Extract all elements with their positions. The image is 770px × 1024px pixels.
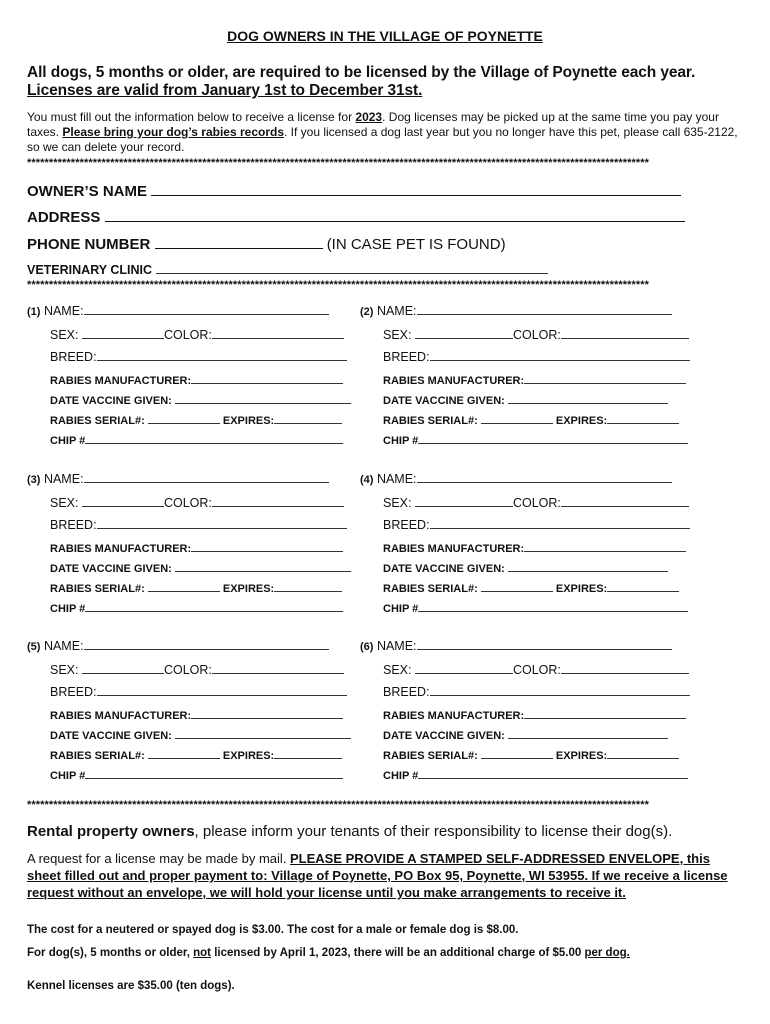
- vaccine-date-row: [50, 560, 351, 575]
- phone-row: [27, 236, 506, 253]
- rabies-manufacturer-field[interactable]: [191, 707, 343, 719]
- phone-note: (IN CASE PET IS FOUND): [326, 236, 506, 253]
- vaccine-date-field[interactable]: [508, 392, 668, 404]
- vaccine-date-field[interactable]: [508, 560, 668, 572]
- color-label: COLOR:: [163, 328, 212, 342]
- chip-row: [50, 767, 343, 782]
- color-label: COLOR:: [163, 663, 212, 677]
- vaccine-date-field[interactable]: [175, 392, 351, 404]
- vaccine-date-label: DATE VACCINE GIVEN:: [383, 730, 505, 742]
- breed-field[interactable]: [430, 349, 690, 361]
- instructions-paragraph: [27, 110, 742, 155]
- expires-label: EXPIRES:: [222, 583, 275, 595]
- dog-name-row: [27, 303, 329, 318]
- dog-name-field[interactable]: [84, 303, 329, 315]
- rabies-serial-field[interactable]: [481, 747, 553, 759]
- breed-field[interactable]: [430, 684, 690, 696]
- address-label: ADDRESS: [27, 209, 101, 226]
- sex-label: SEX:: [50, 328, 79, 342]
- expires-field[interactable]: [607, 412, 679, 424]
- sex-color-row: [383, 327, 689, 342]
- color-field[interactable]: [561, 495, 689, 507]
- breed-field[interactable]: [430, 517, 690, 529]
- rabies-serial-row: [383, 580, 679, 595]
- dog-name-field[interactable]: [84, 471, 329, 483]
- rabies-serial-label: RABIES SERIAL#:: [50, 415, 145, 427]
- separator: **********************************************************************************************************************************************: [27, 279, 650, 291]
- vaccine-date-field[interactable]: [508, 727, 668, 739]
- late-fee-text: For dog(s), 5 months or older,: [27, 947, 194, 959]
- rabies-serial-field[interactable]: [148, 747, 220, 759]
- breed-field[interactable]: [97, 349, 347, 361]
- chip-field[interactable]: [85, 767, 343, 779]
- breed-row: [383, 684, 690, 699]
- chip-row: [383, 767, 688, 782]
- separator: **********************************************************************************************************************************************: [27, 157, 650, 169]
- breed-row: [383, 517, 690, 532]
- vaccine-date-row: [50, 392, 351, 407]
- mail-instructions: [27, 850, 742, 901]
- dog-name-row: [27, 638, 329, 653]
- color-field[interactable]: [212, 662, 344, 674]
- owner-name-field[interactable]: [151, 183, 681, 196]
- chip-field[interactable]: [418, 600, 688, 612]
- rabies-manufacturer-row: [50, 372, 343, 387]
- color-label: COLOR:: [163, 496, 212, 510]
- vaccine-date-label: DATE VACCINE GIVEN:: [383, 563, 505, 575]
- sex-color-row: [383, 662, 689, 677]
- dog-name-field[interactable]: [417, 471, 672, 483]
- rental-notice-heading: Rental property owners: [27, 823, 195, 840]
- expires-field[interactable]: [607, 580, 679, 592]
- chip-row: [50, 432, 343, 447]
- rabies-serial-field[interactable]: [481, 412, 553, 424]
- rabies-serial-row: [50, 747, 342, 762]
- expires-label: EXPIRES:: [555, 750, 608, 762]
- address-field[interactable]: [105, 209, 685, 222]
- expires-label: EXPIRES:: [555, 583, 608, 595]
- form-title: DOG OWNERS IN THE VILLAGE OF POYNETTE: [227, 28, 543, 44]
- vaccine-date-label: DATE VACCINE GIVEN:: [50, 563, 172, 575]
- validity-statement: Licenses are valid from January 1st to December 31st.: [27, 82, 423, 99]
- chip-row: [383, 600, 688, 615]
- late-fee-per-dog: per dog.: [584, 947, 630, 959]
- sex-field[interactable]: [82, 495, 164, 507]
- rental-notice: [27, 823, 672, 840]
- rabies-manufacturer-field[interactable]: [191, 372, 343, 384]
- breed-row: [50, 517, 347, 532]
- rabies-manufacturer-label: RABIES MANUFACTURER:: [50, 543, 192, 555]
- instructions-text: . Dog licenses may be picked up at the same time you pay your taxes.: [27, 110, 719, 139]
- rabies-serial-field[interactable]: [148, 580, 220, 592]
- dog-name-row: [27, 471, 329, 486]
- dog-number: (5): [27, 641, 41, 653]
- sex-field[interactable]: [415, 662, 513, 674]
- dog-number: (2): [360, 306, 374, 318]
- expires-label: EXPIRES:: [222, 415, 275, 427]
- rabies-manufacturer-label: RABIES MANUFACTURER:: [383, 710, 525, 722]
- chip-field[interactable]: [85, 600, 343, 612]
- dog-name-row: [360, 638, 672, 653]
- rabies-serial-row: [50, 580, 342, 595]
- rabies-manufacturer-row: [383, 707, 686, 722]
- color-label: COLOR:: [512, 328, 561, 342]
- phone-label: PHONE NUMBER: [27, 236, 151, 253]
- rabies-serial-label: RABIES SERIAL#:: [383, 750, 478, 762]
- rabies-manufacturer-row: [383, 540, 686, 555]
- vaccine-date-label: DATE VACCINE GIVEN:: [50, 395, 172, 407]
- sex-field[interactable]: [415, 327, 513, 339]
- rabies-manufacturer-row: [383, 372, 686, 387]
- chip-field[interactable]: [418, 432, 688, 444]
- expires-field[interactable]: [274, 412, 342, 424]
- rabies-manufacturer-field[interactable]: [524, 372, 686, 384]
- requirement-statement: All dogs, 5 months or older, are required to be licensed by the Village of Poynette each year.: [27, 64, 696, 81]
- expires-field[interactable]: [274, 747, 342, 759]
- rabies-serial-label: RABIES SERIAL#:: [50, 583, 145, 595]
- chip-label: CHIP #: [50, 435, 86, 447]
- sex-label: SEX:: [50, 663, 79, 677]
- dog-name-field[interactable]: [417, 303, 672, 315]
- rabies-records-note: Please bring your dog’s rabies records: [62, 125, 284, 139]
- rabies-serial-row: [383, 412, 679, 427]
- dog-name-label: NAME:: [376, 472, 417, 486]
- sex-color-row: [50, 495, 344, 510]
- vet-clinic-field[interactable]: [156, 262, 548, 274]
- license-year: 2023: [355, 110, 383, 124]
- breed-row: [50, 684, 347, 699]
- sex-label: SEX:: [50, 496, 79, 510]
- rabies-manufacturer-label: RABIES MANUFACTURER:: [50, 710, 192, 722]
- chip-label: CHIP #: [50, 603, 86, 615]
- mail-instructions-text: A request for a license may be made by mail.: [27, 851, 291, 866]
- vaccine-date-field[interactable]: [175, 727, 351, 739]
- rabies-manufacturer-field[interactable]: [191, 540, 343, 552]
- dog-name-label: NAME:: [43, 472, 84, 486]
- color-label: COLOR:: [512, 496, 561, 510]
- rabies-serial-field[interactable]: [481, 580, 553, 592]
- expires-label: EXPIRES:: [555, 415, 608, 427]
- chip-label: CHIP #: [383, 435, 419, 447]
- breed-row: [383, 349, 690, 364]
- sex-color-row: [50, 662, 344, 677]
- expires-field[interactable]: [607, 747, 679, 759]
- chip-label: CHIP #: [383, 770, 419, 782]
- rabies-serial-row: [50, 412, 342, 427]
- chip-field[interactable]: [418, 767, 688, 779]
- color-field[interactable]: [212, 495, 344, 507]
- rabies-manufacturer-row: [50, 540, 343, 555]
- rabies-manufacturer-label: RABIES MANUFACTURER:: [383, 375, 525, 387]
- dog-name-label: NAME:: [43, 304, 84, 318]
- rental-notice-text: , please inform your tenants of their responsibility to license their dog(s).: [194, 823, 673, 840]
- dog-name-label: NAME:: [43, 639, 84, 653]
- rabies-serial-row: [383, 747, 679, 762]
- rabies-manufacturer-label: RABIES MANUFACTURER:: [50, 375, 192, 387]
- sex-label: SEX:: [383, 663, 412, 677]
- dog-name-label: NAME:: [376, 304, 417, 318]
- breed-row: [50, 349, 347, 364]
- rabies-serial-label: RABIES SERIAL#:: [50, 750, 145, 762]
- dog-number: (1): [27, 306, 41, 318]
- rabies-manufacturer-field[interactable]: [524, 540, 686, 552]
- kennel-fee-statement: Kennel licenses are $35.00 (ten dogs).: [27, 980, 235, 992]
- dog-number: (4): [360, 474, 374, 486]
- breed-label: BREED:: [50, 518, 97, 532]
- late-fee-statement: [27, 947, 630, 959]
- instructions-text: . If you licensed a dog last year but you no longer have this pet, please call 635-2122, so we can delete your record.: [27, 125, 738, 154]
- breed-label: BREED:: [50, 685, 97, 699]
- color-field[interactable]: [561, 327, 689, 339]
- dog-name-row: [360, 471, 672, 486]
- owner-name-row: [27, 183, 681, 200]
- vaccine-date-row: [383, 392, 668, 407]
- mail-address-instructions: PLEASE PROVIDE A STAMPED SELF-ADDRESSED ENVELOPE, this sheet filled out and proper payment to: Village of Poynette, PO Box 95, Poynette, WI 53955. If we receive a license request without an envelope, we will hold your license until you make arrangements to receive it.: [27, 851, 728, 900]
- color-label: COLOR:: [512, 663, 561, 677]
- vaccine-date-label: DATE VACCINE GIVEN:: [50, 730, 172, 742]
- breed-label: BREED:: [50, 350, 97, 364]
- sex-color-row: [383, 495, 689, 510]
- chip-row: [383, 432, 688, 447]
- chip-label: CHIP #: [50, 770, 86, 782]
- expires-label: EXPIRES:: [222, 750, 275, 762]
- rabies-manufacturer-field[interactable]: [524, 707, 686, 719]
- sex-field[interactable]: [415, 495, 513, 507]
- rabies-serial-field[interactable]: [148, 412, 220, 424]
- sex-label: SEX:: [383, 328, 412, 342]
- rabies-serial-label: RABIES SERIAL#:: [383, 415, 478, 427]
- color-field[interactable]: [212, 327, 344, 339]
- dog-number: (6): [360, 641, 374, 653]
- chip-field[interactable]: [85, 432, 343, 444]
- dog-name-label: NAME:: [376, 639, 417, 653]
- chip-row: [50, 600, 343, 615]
- breed-field[interactable]: [97, 517, 347, 529]
- rabies-manufacturer-label: RABIES MANUFACTURER:: [383, 543, 525, 555]
- chip-label: CHIP #: [383, 603, 419, 615]
- sex-label: SEX:: [383, 496, 412, 510]
- rabies-serial-label: RABIES SERIAL#:: [383, 583, 478, 595]
- late-fee-not: not: [193, 947, 212, 959]
- phone-field[interactable]: [155, 236, 323, 249]
- sex-field[interactable]: [82, 327, 164, 339]
- instructions-text: You must fill out the information below to receive a license for: [27, 110, 356, 124]
- dog-name-field[interactable]: [84, 638, 329, 650]
- owner-name-label: OWNER’S NAME: [27, 183, 147, 200]
- dog-name-row: [360, 303, 672, 318]
- separator: **********************************************************************************************************************************************: [27, 799, 650, 811]
- vaccine-date-field[interactable]: [175, 560, 351, 572]
- vaccine-date-label: DATE VACCINE GIVEN:: [383, 395, 505, 407]
- vet-clinic-row: [27, 262, 548, 277]
- sex-field[interactable]: [82, 662, 164, 674]
- sex-color-row: [50, 327, 344, 342]
- breed-field[interactable]: [97, 684, 347, 696]
- rabies-manufacturer-row: [50, 707, 343, 722]
- dog-name-field[interactable]: [417, 638, 672, 650]
- breed-label: BREED:: [383, 685, 430, 699]
- cost-statement: The cost for a neutered or spayed dog is $3.00. The cost for a male or female dog is $8.00.: [27, 924, 519, 936]
- expires-field[interactable]: [274, 580, 342, 592]
- breed-label: BREED:: [383, 518, 430, 532]
- breed-label: BREED:: [383, 350, 430, 364]
- color-field[interactable]: [561, 662, 689, 674]
- vaccine-date-row: [383, 560, 668, 575]
- vet-clinic-label: VETERINARY CLINIC: [27, 263, 153, 277]
- late-fee-text: licensed by April 1, 2023, there will be an additional charge of $5.00: [211, 947, 585, 959]
- vaccine-date-row: [383, 727, 668, 742]
- address-row: [27, 209, 685, 226]
- vaccine-date-row: [50, 727, 351, 742]
- dog-number: (3): [27, 474, 41, 486]
